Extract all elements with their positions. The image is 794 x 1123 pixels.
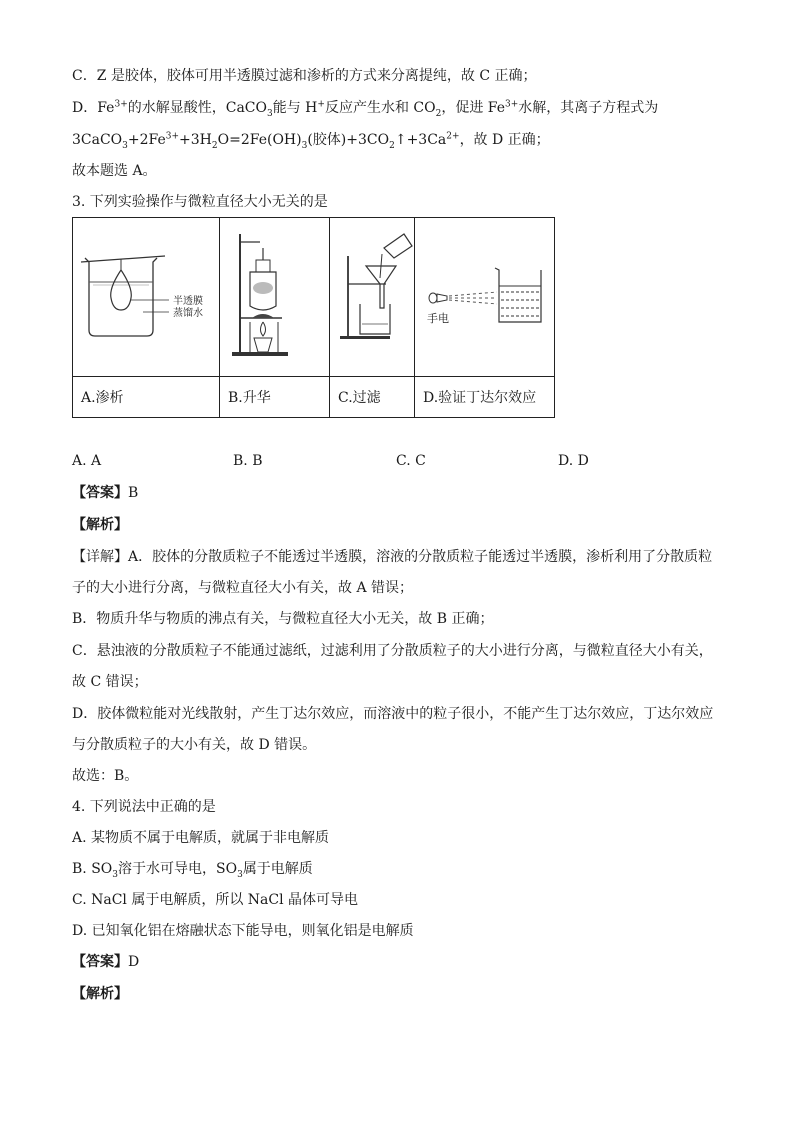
- fig-label-b: B.升华: [220, 377, 330, 418]
- q4-option-c: C. NaCl 属于电解质，所以 NaCl 晶体可导电: [72, 892, 359, 908]
- q4-analysis-tag: 【解析】: [72, 986, 128, 1002]
- q3-detail-line: C．悬浊液的分散质粒子不能通过滤纸，过滤利用了分散质粒子的大小进行分离，与微粒直径大小有关，: [72, 643, 713, 659]
- q3-detail-line: 子的大小进行分离，与微粒直径大小有关，故 A 错误；: [72, 580, 414, 596]
- option-d-explanation: D．$Fe^{3+}$的水解显酸性，CaCO$_3$能与 H+反应产生水和 $CO_2$，促进 $Fe^{3+}$水解，其离子方程式为: [72, 99, 659, 119]
- q4-option-d: D. 已知氧化铝在熔融状态下能导电，则氧化铝是电解质: [72, 923, 414, 939]
- dialysis-figure: [73, 218, 220, 377]
- q4-option-a: A. 某物质不属于电解质，就属于非电解质: [72, 830, 330, 846]
- q3-analysis-tag: 【解析】: [72, 517, 128, 533]
- fig-label-c: C.过滤: [330, 377, 415, 418]
- q3-option-b: B. B: [233, 453, 263, 469]
- fig-label-d: D.验证丁达尔效应: [415, 377, 555, 418]
- water-label: 蒸馏水: [173, 308, 203, 319]
- q3-detail-line: 故 C 错误；: [72, 674, 148, 690]
- flashlight-label: 手电: [427, 312, 449, 325]
- q3-detail-line: B．物质升华与物质的沸点有关，与微粒直径大小无关，故 B 正确；: [72, 611, 494, 627]
- tyndall-figure: [415, 218, 555, 377]
- q3-option-c: C. C: [396, 453, 426, 469]
- q4-answer: 【答案】D: [72, 954, 140, 970]
- question-3-stem: 3. 下列实验操作与微粒直径大小无关的是: [72, 194, 328, 210]
- q3-option-d: D. D: [558, 453, 589, 469]
- option-c-explanation: C．Z 是胶体，胶体可用半透膜过滤和渗析的方式来分离提纯，故 C 正确；: [72, 68, 537, 84]
- fig-label-a: A.渗析: [73, 377, 220, 418]
- q3-detail-line: 故选：B。: [72, 768, 139, 784]
- ionic-equation: $3CaCO_3+2Fe^{3+}+3H_2O=2Fe(OH)_3$(胶体)$+3CO_2↑+3Ca^{2+}$，故 D 正确；: [72, 131, 550, 151]
- q3-option-a: A. A: [72, 453, 102, 469]
- membrane-label: 半透膜: [173, 296, 203, 307]
- q3-detail-line: 【详解】A．胶体的分散质粒子不能透过半透膜，溶液的分散质粒子能透过半透膜，渗析利用了分散质粒: [72, 549, 713, 565]
- q4-option-b: B. $SO_3$溶于水可导电，$SO_3$属于电解质: [72, 861, 313, 880]
- filtration-figure: [330, 218, 415, 377]
- q3-detail-line: 与分散质粒子的大小有关，故 D 错误。: [72, 737, 317, 753]
- q3-detail-line: D．胶体微粒能对光线散射，产生丁达尔效应，而溶液中的粒子很小，不能产生丁达尔效应，丁达尔效应: [72, 706, 714, 722]
- experiment-figure-table: [72, 217, 555, 418]
- q3-answer: 【答案】B: [72, 485, 139, 501]
- conclusion: 故本题选 A。: [72, 163, 157, 179]
- sublimation-figure: [220, 218, 330, 377]
- question-4-stem: 4. 下列说法中正确的是: [72, 799, 216, 815]
